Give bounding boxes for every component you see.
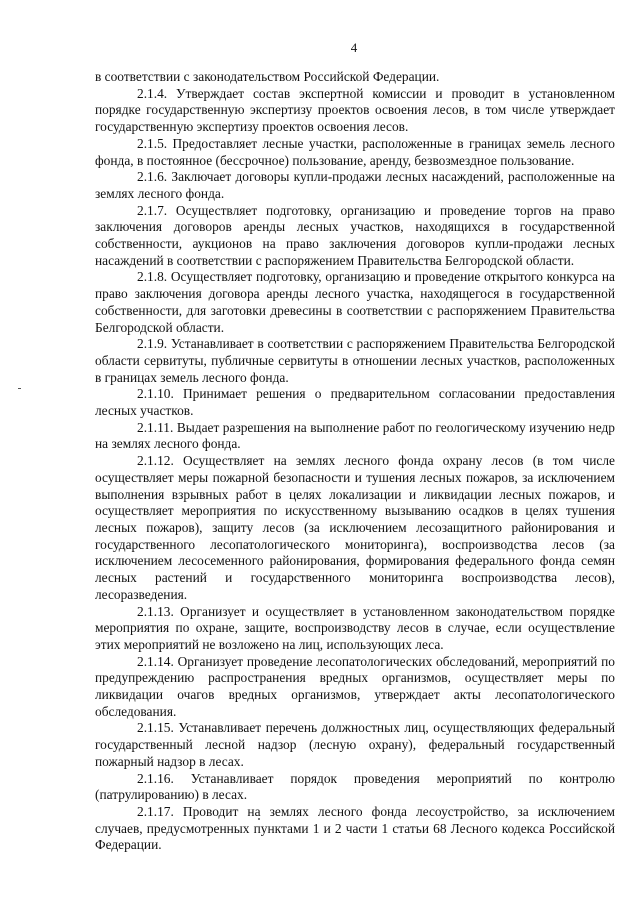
paragraph-clause: 2.1.13. Организует и осуществляет в установленном законодательством порядке мероприятия по охране, защите, воспроизводству лесов в случае, если осуществление этих мероприятий не возложено на лиц, использующих леса.: [95, 603, 615, 652]
paragraph-clause: 2.1.9. Устанавливает в соответствии с распоряжением Правительства Белгородской области сервитуты, публичные сервитуты в отношении лесных участков, расположенных в границах земель лесного фонда.: [95, 336, 615, 385]
paragraph-clause: 2.1.7. Осуществляет подготовку, организацию и проведение торгов на право заключения договоров аренды лесных участков, находящихся в государственной собственности, аукционов на право заключения договоров купли-продажи лесных насаждений в соответствии с распоряжением Правительства Белгородской области.: [95, 202, 615, 268]
page-number: 4: [350, 40, 358, 55]
paragraph-clause: 2.1.12. Осуществляет на землях лесного фонда охрану лесов (в том числе осуществляет меры пожарной безопасности и тушения лесных пожаров, за исключением выполнения взрывных работ в целях локализации и ликвидации лесных пожаров, и осуществляет мероприятия по искусственному вызыванию осадков в целях тушения лесных пожаров), защиту лесов (за исключением лесозащитного районирования и государственного лесопатологического мониторинга), воспроизводства лесов (за исключением лесосеменного районирования, формирования федерального фонда семян лесных растений и государственного мониторинга воспроизводства лесов), лесоразведения.: [95, 453, 615, 602]
paragraph-clause: 2.1.17. Проводит на землях лесного фонда лесоустройство, за исключением случаев, предусмотренных пунктами 1 и 2 части 1 статьи 68 Лесного кодекса Российской Федерации.: [95, 803, 615, 853]
paragraph-clause: 2.1.10. Принимает решения о предварительном согласовании предоставления лесных участков.: [95, 386, 615, 419]
paragraph-clause: 2.1.14. Организует проведение лесопатологических обследований, мероприятий по предупреждению распространения вредных организмов, осуществляет меры по ликвидации очагов вредных организмов, утверждает акты лесопатологического обследования.: [95, 653, 615, 719]
paragraph-clause: 2.1.15. Устанавливает перечень должностных лиц, осуществляющих федеральный государственный лесной надзор (лесную охрану), федеральный государственный пожарный надзор в лесах.: [95, 720, 615, 769]
paragraph-clause: 2.1.16. Устанавливает порядок проведения мероприятий по контролю (патрулированию) в лесах.: [95, 770, 615, 803]
paragraph-clause: 2.1.11. Выдает разрешения на выполнение работ по геологическому изучению недр на землях лесного фонда.: [95, 419, 615, 452]
document-body: [95, 69, 615, 854]
paragraph-clause: 2.1.8. Осуществляет подготовку, организацию и проведение открытого конкурса на право заключения договора аренды лесного участка, находящегося в государственной собственности, для заготовки древесины в соответствии с распоряжением Правительства Белгородской области.: [95, 269, 615, 335]
margin-scan-mark: [18, 388, 21, 389]
paragraph-continuation: в соответствии с законодательством Российской Федерации.: [95, 69, 440, 84]
paragraph-clause: 2.1.6. Заключает договоры купли-продажи лесных насаждений, расположенные на землях лесного фонда.: [95, 169, 615, 201]
paragraph-clause: 2.1.5. Предоставляет лесные участки, расположенные в границах земель лесного фонда, в постоянное (бессрочное) пользование, аренду, безвозмездное пользование.: [95, 135, 615, 168]
paragraph-clause: 2.1.4. Утверждает состав экспертной комиссии и проводит в установленном порядке государственную экспертизу проектов освоения лесов, в том числе утверждает государственную экспертизу проектов освоения лесов.: [95, 85, 615, 135]
